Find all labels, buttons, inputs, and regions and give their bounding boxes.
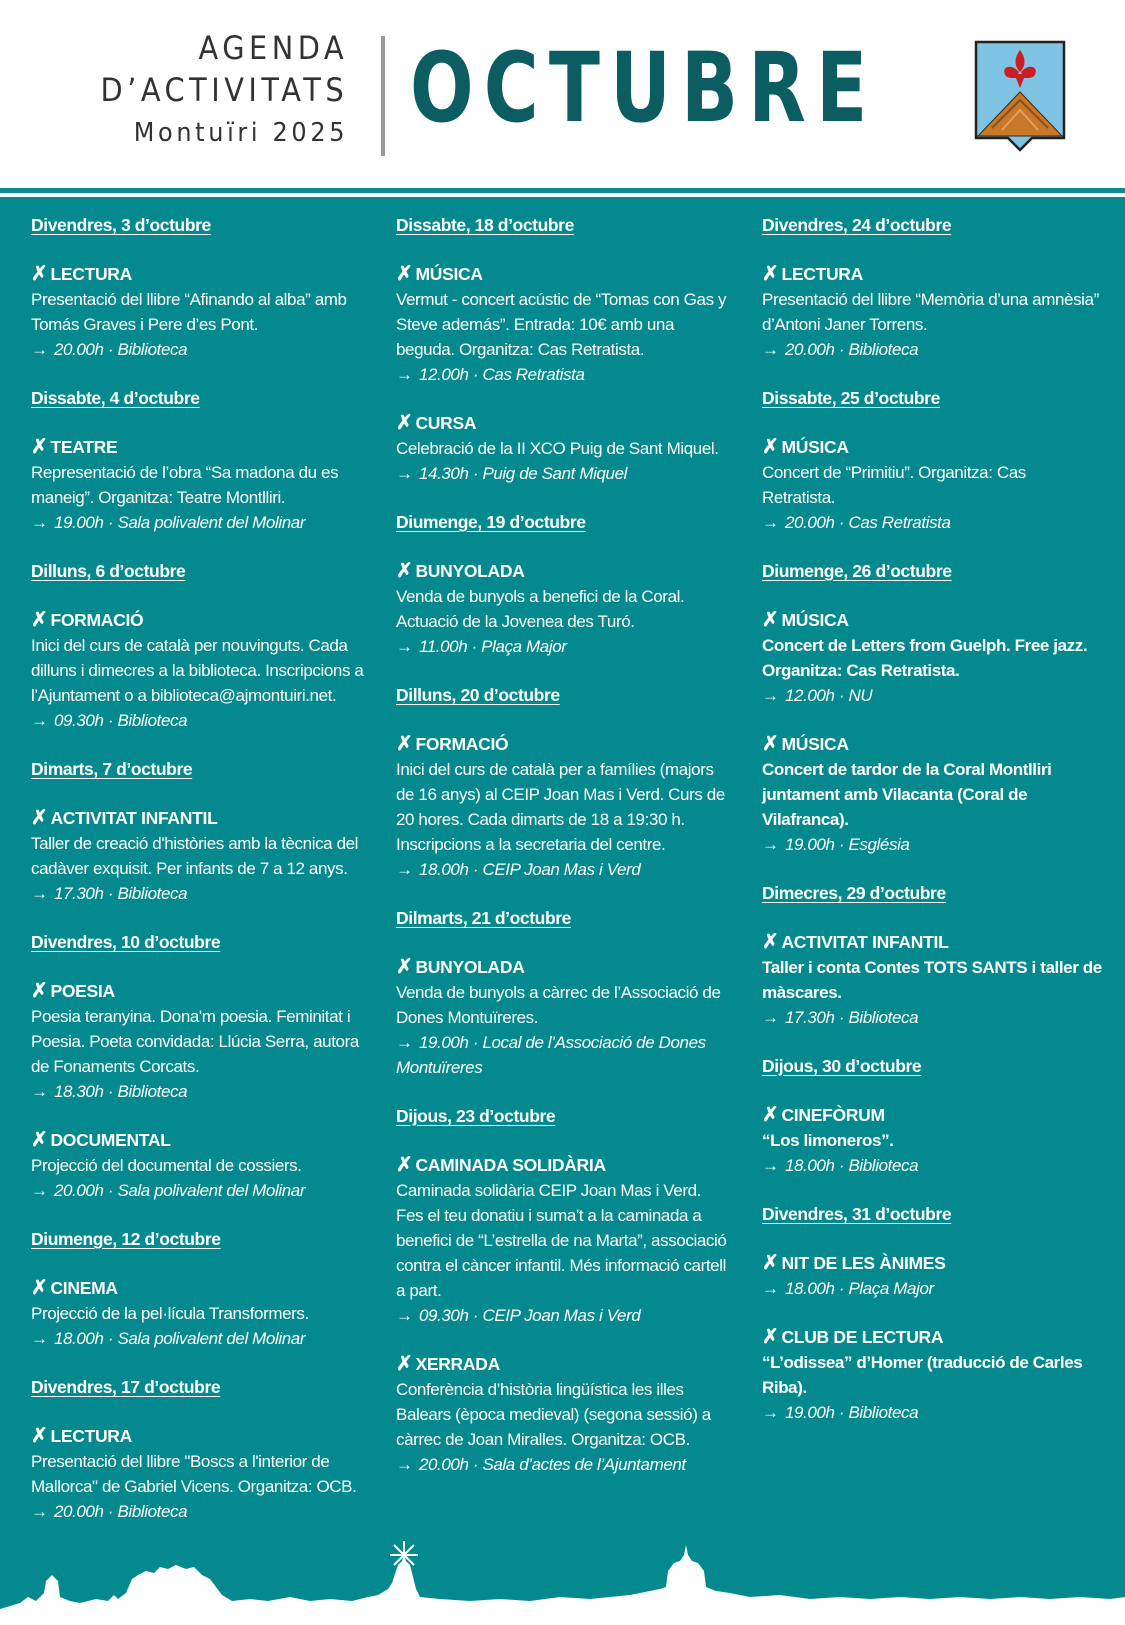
day-heading: Diumenge, 19 d’octubre <box>396 512 586 532</box>
event-time-place-label: 17.30h · Biblioteca <box>53 884 188 903</box>
event-time-place-label: 18.00h · Sala polivalent del Molinar <box>53 1329 306 1348</box>
event-description: Taller i conta Contes TOTS SANTS i taller de màscares. <box>762 958 1102 1002</box>
event-time-place <box>396 1030 732 1080</box>
day-heading: Dimecres, 29 d’octubre <box>762 883 946 903</box>
event-category <box>31 608 367 633</box>
event-description: “L’odissea” d’Homer (traducció de Carles Riba). <box>762 1353 1083 1397</box>
event-item <box>762 930 1102 1030</box>
event-time-place-label: 19.00h · Biblioteca <box>784 1403 919 1422</box>
event-item <box>762 1325 1102 1425</box>
event-description: Projecció del documental de cossiers. <box>31 1156 302 1175</box>
event-time-place <box>31 1079 367 1104</box>
event-item <box>762 262 1102 362</box>
arrow-right-icon: → <box>396 1455 413 1474</box>
x-mark-icon: ✗ <box>31 1277 48 1299</box>
event-category <box>31 979 367 1004</box>
event-category-label: MÚSICA <box>781 437 849 457</box>
day-heading: Dilmarts, 21 d’octubre <box>396 908 572 928</box>
event-time-place-label: 18.00h · Plaça Major <box>784 1279 934 1298</box>
x-mark-icon: ✗ <box>762 436 779 458</box>
column-2 <box>396 213 732 1501</box>
header-divider <box>381 36 385 156</box>
x-mark-icon: ✗ <box>762 263 779 285</box>
arrow-right-icon: → <box>396 464 413 483</box>
event-category <box>31 1128 367 1153</box>
day-heading: Divendres, 24 d’octubre <box>762 215 952 235</box>
event-category <box>762 1251 1102 1276</box>
x-mark-icon: ✗ <box>762 1104 779 1126</box>
event-time-place <box>31 1326 367 1351</box>
x-mark-icon: ✗ <box>31 980 48 1002</box>
event-category <box>396 262 732 287</box>
x-mark-icon: ✗ <box>31 609 48 631</box>
x-mark-icon: ✗ <box>31 436 48 458</box>
event-description: Vermut - concert acústic de “Tomas con Gas y Steve además”. Entrada: 10€ amb una beguda. Organitza: Cas Retratista. <box>396 290 727 359</box>
event-description: Presentació del llibre “Afinando al alba” amb Tomás Graves i Pere d’es Pont. <box>31 290 347 334</box>
arrow-right-icon: → <box>396 1033 413 1052</box>
arrow-right-icon: → <box>31 711 48 730</box>
day-heading: Divendres, 31 d’octubre <box>762 1204 952 1224</box>
arrow-right-icon: → <box>396 1306 413 1325</box>
event-category-label: LECTURA <box>50 1426 132 1446</box>
arrow-right-icon: → <box>31 884 48 903</box>
agenda-line-1: AGENDA <box>198 29 348 67</box>
event-time-place <box>31 881 367 906</box>
x-mark-icon: ✗ <box>396 263 413 285</box>
event-description: Venda de bunyols a càrrec de l’Associació de Dones Montuïreres. <box>396 983 721 1027</box>
event-category-label: BUNYOLADA <box>415 957 525 977</box>
event-time-place <box>31 337 367 362</box>
event-time-place-label: 19.00h · Església <box>784 835 910 854</box>
arrow-right-icon: → <box>31 1329 48 1348</box>
event-item <box>396 411 732 486</box>
event-time-place <box>396 1452 732 1477</box>
arrow-right-icon: → <box>762 835 779 854</box>
event-category <box>762 732 1102 757</box>
event-time-place-label: 19.00h · Sala polivalent del Molinar <box>53 513 306 532</box>
event-category-label: XERRADA <box>415 1354 500 1374</box>
event-category <box>31 262 367 287</box>
event-time-place-label: 20.00h · Cas Retratista <box>784 513 951 532</box>
arrow-right-icon: → <box>31 1502 48 1521</box>
event-category-label: POESIA <box>50 981 115 1001</box>
event-time-place <box>31 1178 367 1203</box>
x-mark-icon: ✗ <box>31 1129 48 1151</box>
event-category-label: NIT DE LES ÀNIMES <box>781 1253 946 1273</box>
event-category-label: LECTURA <box>781 264 863 284</box>
day-heading: Dilluns, 6 d’octubre <box>31 561 186 581</box>
day-heading: Dissabte, 25 d’octubre <box>762 388 940 408</box>
event-item <box>762 732 1102 857</box>
event-description: Poesia teranyina. Dona'm poesia. Feminitat i Poesia. Poeta convidada: Llúcia Serra, autora de Fonaments Corcats. <box>31 1007 359 1076</box>
event-item <box>31 1128 367 1203</box>
event-time-place <box>762 1005 1102 1030</box>
event-description: Inici del curs de català per a famílies (majors de 16 anys) al CEIP Joan Mas i Verd. Curs de 20 hores. Cada dimarts de 18 a 19:30 h. Inscripcions a la secretaria del centre. <box>396 760 725 854</box>
event-description: Projecció de la pel·lícula Transformers. <box>31 1304 309 1323</box>
event-item <box>396 1352 732 1477</box>
event-category <box>396 1153 732 1178</box>
event-time-place-label: 17.30h · Biblioteca <box>784 1008 919 1027</box>
arrow-right-icon: → <box>396 860 413 879</box>
event-time-place <box>762 1400 1102 1425</box>
arrow-right-icon: → <box>396 637 413 656</box>
event-category <box>762 262 1102 287</box>
event-item <box>31 806 367 906</box>
town-skyline-icon <box>0 1505 1125 1625</box>
event-time-place <box>762 510 1102 535</box>
day-heading: Dissabte, 18 d’octubre <box>396 215 574 235</box>
arrow-right-icon: → <box>31 513 48 532</box>
event-category-label: TEATRE <box>50 437 118 457</box>
arrow-right-icon: → <box>762 340 779 359</box>
day-heading: Dimarts, 7 d’octubre <box>31 759 193 779</box>
event-category <box>396 1352 732 1377</box>
event-time-place <box>31 510 367 535</box>
event-category-label: ACTIVITAT INFANTIL <box>781 932 949 952</box>
x-mark-icon: ✗ <box>396 560 413 582</box>
day-heading: Dijous, 23 d’octubre <box>396 1106 556 1126</box>
event-time-place <box>396 461 732 486</box>
x-mark-icon: ✗ <box>762 1252 779 1274</box>
event-time-place <box>396 362 732 387</box>
day-heading: Diumenge, 26 d’octubre <box>762 561 952 581</box>
arrow-right-icon: → <box>31 1181 48 1200</box>
event-description: Caminada solidària CEIP Joan Mas i Verd. Fes el teu donatiu i suma't a la caminada a benefici de “L’estrella de na Marta”, associació contra el càncer infantil. Més informació cartell a part. <box>396 1181 727 1300</box>
event-time-place-label: 19.00h · Local de l’Associació de Dones Montuïreres <box>396 1033 706 1077</box>
event-item <box>31 979 367 1104</box>
event-item <box>396 1153 732 1328</box>
event-item <box>31 435 367 535</box>
arrow-right-icon: → <box>31 340 48 359</box>
x-mark-icon: ✗ <box>762 1326 779 1348</box>
arrow-right-icon: → <box>762 1156 779 1175</box>
agenda-panel <box>0 197 1125 1625</box>
agenda-line-2: D’ACTIVITATS <box>100 71 348 109</box>
event-time-place <box>762 337 1102 362</box>
event-description: Concert de “Primitiu”. Organitza: Cas Retratista. <box>762 463 1026 507</box>
event-category-label: BUNYOLADA <box>415 561 525 581</box>
arrow-right-icon: → <box>396 365 413 384</box>
event-category <box>396 559 732 584</box>
event-time-place-label: 20.00h · Biblioteca <box>784 340 919 359</box>
column-3 <box>762 213 1102 1449</box>
event-item <box>31 608 367 733</box>
event-item <box>762 1103 1102 1178</box>
event-category-label: DOCUMENTAL <box>50 1130 171 1150</box>
fleur-de-lis-crest-icon <box>972 38 1068 154</box>
event-category <box>31 435 367 460</box>
event-item <box>762 1251 1102 1301</box>
x-mark-icon: ✗ <box>396 412 413 434</box>
event-category <box>396 955 732 980</box>
event-category-label: CINEMA <box>50 1278 118 1298</box>
event-category <box>762 435 1102 460</box>
event-time-place <box>762 1276 1102 1301</box>
event-time-place-label: 20.00h · Sala d’actes de l’Ajuntament <box>418 1455 686 1474</box>
event-description: Concert de Letters from Guelph. Free jazz. Organitza: Cas Retratista. <box>762 636 1088 680</box>
event-category <box>762 1325 1102 1350</box>
event-time-place-label: 20.00h · Biblioteca <box>53 340 188 359</box>
day-heading: Diumenge, 12 d’octubre <box>31 1229 221 1249</box>
event-time-place-label: 18.00h · CEIP Joan Mas i Verd <box>418 860 641 879</box>
event-item <box>31 262 367 362</box>
x-mark-icon: ✗ <box>31 263 48 285</box>
x-mark-icon: ✗ <box>762 733 779 755</box>
event-category-label: MÚSICA <box>415 264 483 284</box>
event-description: “Los limoneros”. <box>762 1131 894 1150</box>
event-description: Inici del curs de català per nouvinguts. Cada dilluns i dimecres a la biblioteca. Inscripcions a l’Ajuntament o a biblioteca@ajmontuiri.net. <box>31 636 364 705</box>
day-heading: Dissabte, 4 d’octubre <box>31 388 200 408</box>
x-mark-icon: ✗ <box>31 807 48 829</box>
event-time-place <box>396 634 732 659</box>
event-category <box>31 1276 367 1301</box>
arrow-right-icon: → <box>762 686 779 705</box>
event-time-place-label: 09.30h · CEIP Joan Mas i Verd <box>418 1306 641 1325</box>
x-mark-icon: ✗ <box>396 1353 413 1375</box>
event-time-place-label: 12.00h · NU <box>784 686 873 705</box>
event-category-label: ACTIVITAT INFANTIL <box>50 808 218 828</box>
event-time-place-label: 11.00h · Plaça Major <box>418 637 567 656</box>
event-time-place-label: 12.00h · Cas Retratista <box>418 365 585 384</box>
event-time-place <box>762 683 1102 708</box>
event-time-place <box>762 1153 1102 1178</box>
event-category-label: MÚSICA <box>781 610 849 630</box>
event-item <box>396 559 732 659</box>
event-description: Conferència d’història lingüística les illes Balears (època medieval) (segona sessió) a càrrec de Joan Miralles. Organitza: OCB. <box>396 1380 711 1449</box>
event-time-place <box>31 708 367 733</box>
event-time-place <box>762 832 1102 857</box>
header <box>0 0 1125 188</box>
event-category <box>762 930 1102 955</box>
event-category <box>396 411 732 436</box>
event-time-place-label: 09.30h · Biblioteca <box>53 711 188 730</box>
month-title: OCTUBRE <box>410 32 878 144</box>
arrow-right-icon: → <box>31 1082 48 1101</box>
event-category-label: CLUB DE LECTURA <box>781 1327 944 1347</box>
event-time-place-label: 18.30h · Biblioteca <box>53 1082 188 1101</box>
event-description: Presentació del llibre "Boscs a l'interior de Mallorca" de Gabriel Vicens. Organitza: OCB. <box>31 1452 357 1496</box>
event-description: Celebració de la II XCO Puig de Sant Miquel. <box>396 439 719 458</box>
arrow-right-icon: → <box>762 1403 779 1422</box>
event-item <box>762 435 1102 535</box>
arrow-right-icon: → <box>762 1279 779 1298</box>
x-mark-icon: ✗ <box>762 931 779 953</box>
event-category-label: LECTURA <box>50 264 132 284</box>
event-category <box>762 1103 1102 1128</box>
day-heading: Divendres, 3 d’octubre <box>31 215 211 235</box>
day-heading: Dijous, 30 d’octubre <box>762 1056 922 1076</box>
event-time-place-label: 20.00h · Biblioteca <box>53 1502 188 1521</box>
arrow-right-icon: → <box>762 1008 779 1027</box>
event-category-label: MÚSICA <box>781 734 849 754</box>
event-category <box>396 732 732 757</box>
event-description: Venda de bunyols a benefici de la Coral. Actuació de la Jovenea des Turó. <box>396 587 685 631</box>
event-category <box>31 1424 367 1449</box>
arrow-right-icon: → <box>762 513 779 532</box>
event-item <box>396 262 732 387</box>
day-heading: Divendres, 17 d’octubre <box>31 1377 221 1397</box>
event-time-place-label: 20.00h · Sala polivalent del Molinar <box>53 1181 306 1200</box>
x-mark-icon: ✗ <box>31 1425 48 1447</box>
event-item <box>396 955 732 1080</box>
x-mark-icon: ✗ <box>396 1154 413 1176</box>
event-description: Taller de creació d'històries amb la tècnica del cadàver exquisit. Per infants de 7 a 12 anys. <box>31 834 359 878</box>
x-mark-icon: ✗ <box>396 956 413 978</box>
event-category-label: FORMACIÓ <box>415 734 509 754</box>
x-mark-icon: ✗ <box>762 609 779 631</box>
event-item <box>762 608 1102 708</box>
event-time-place-label: 18.00h · Biblioteca <box>784 1156 919 1175</box>
event-description: Presentació del llibre “Memòria d’una amnèsia” d’Antoni Janer Torrens. <box>762 290 1099 334</box>
event-item <box>31 1276 367 1351</box>
event-item <box>396 732 732 882</box>
event-description: Representació de l’obra “Sa madona du es maneig”. Organitza: Teatre Montlliri. <box>31 463 339 507</box>
x-mark-icon: ✗ <box>396 733 413 755</box>
column-1 <box>31 213 367 1548</box>
agenda-line-3: Montuïri 2025 <box>133 118 348 148</box>
event-category <box>31 806 367 831</box>
event-time-place <box>396 1303 732 1328</box>
event-time-place-label: 14.30h · Puig de Sant Miquel <box>418 464 627 483</box>
event-time-place <box>396 857 732 882</box>
event-category-label: CURSA <box>415 413 477 433</box>
event-description: Concert de tardor de la Coral Montlliri juntament amb Vilacanta (Coral de Vilafranca). <box>762 760 1052 829</box>
event-category <box>762 608 1102 633</box>
day-heading: Divendres, 10 d’octubre <box>31 932 221 952</box>
event-category-label: CAMINADA SOLIDÀRIA <box>415 1155 606 1175</box>
agenda-title <box>73 29 348 148</box>
event-category-label: FORMACIÓ <box>50 610 144 630</box>
event-category-label: CINEFÒRUM <box>781 1105 885 1125</box>
day-heading: Dilluns, 20 d’octubre <box>396 685 560 705</box>
